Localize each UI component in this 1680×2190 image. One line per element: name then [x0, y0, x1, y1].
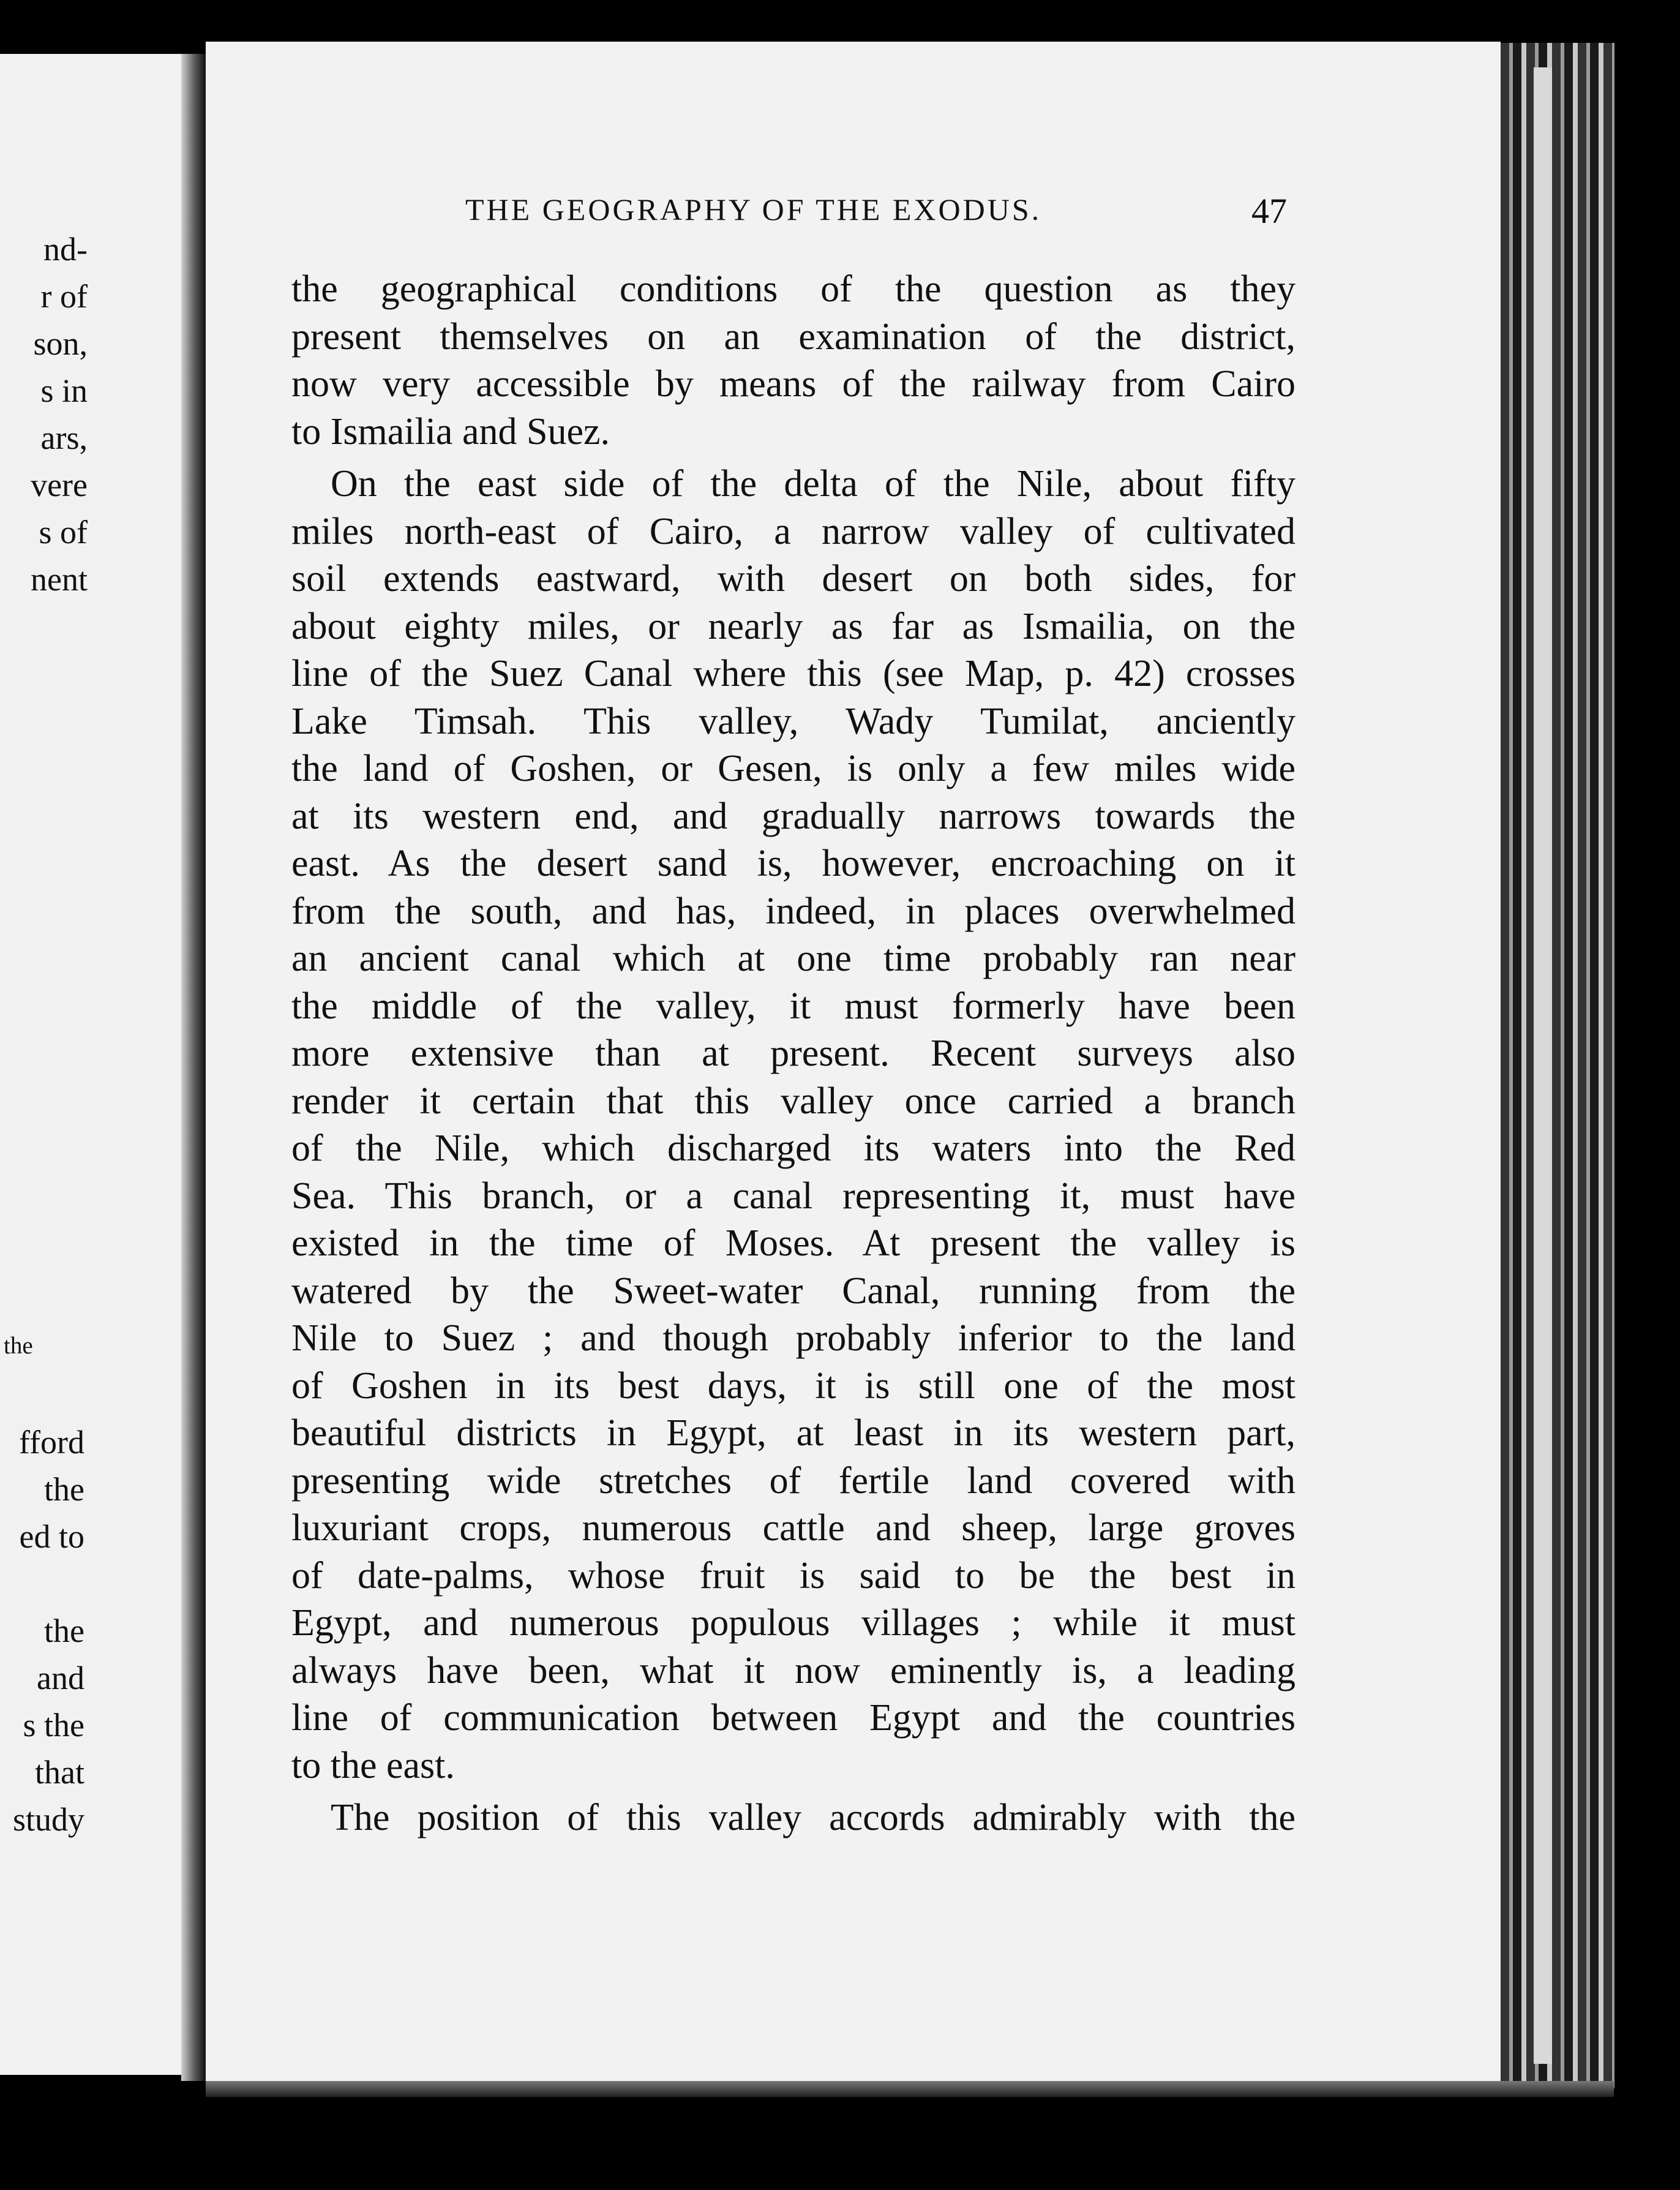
text-line: existed in the time of Moses. At present the valley is: [291, 1222, 1296, 1264]
facing-page-left: [0, 54, 195, 2075]
text-line: more extensive than at present. Recent surveys also: [291, 1033, 1296, 1074]
text-line: render it certain that this valley once carried a branch: [291, 1080, 1296, 1122]
text-line: miles north-east of Cairo, a narrow valley of cultivated: [291, 510, 1296, 552]
text-line: of the Nile, which discharged its waters into the Red: [291, 1127, 1296, 1169]
text-line: of Goshen in its best days, it is still one of the most: [291, 1364, 1296, 1407]
text-line: Sea. This branch, or a canal representing it, must have: [291, 1175, 1296, 1217]
text-line: line of the Suez Canal where this (see Map, p. 42) crosses: [291, 653, 1296, 694]
text-line: always have been, what it now eminently is, a leading: [291, 1649, 1296, 1691]
facing-page-fragment: s of: [39, 514, 88, 551]
text-line: The position of this valley accords admirably with the: [331, 1797, 1296, 1838]
facing-page-fragment: nd-: [43, 231, 88, 268]
text-line: line of communication between Egypt and the countries: [291, 1697, 1296, 1739]
text-line: to Ismailia and Suez.: [291, 410, 610, 453]
facing-page-fragment: ed to: [19, 1518, 84, 1555]
facing-page-fragment: ars,: [40, 420, 88, 456]
page-number: 47: [1251, 191, 1287, 231]
body-text: [291, 266, 1296, 1842]
facing-page-fragment: s the: [23, 1707, 84, 1744]
text-line: of date-palms, whose fruit is said to be the best in: [291, 1554, 1296, 1597]
book-gutter: [181, 54, 206, 2081]
facing-page-fragment: and: [37, 1660, 84, 1696]
text-line: On the east side of the delta of the Nile, about fifty: [331, 463, 1296, 505]
facing-page-fragment: son,: [33, 325, 88, 362]
facing-page-fragment: s in: [40, 372, 88, 409]
text-line: about eighty miles, or nearly as far as Ismailia, on the: [291, 605, 1296, 647]
text-line: present themselves on an examination of the district,: [291, 315, 1296, 358]
text-line: the middle of the valley, it must formerly have been: [291, 985, 1296, 1027]
text-line: from the south, and has, indeed, in places overwhelmed: [291, 890, 1296, 932]
facing-page-fragment: vere: [31, 467, 88, 503]
text-line: luxuriant crops, numerous cattle and sheep, large groves: [291, 1507, 1296, 1549]
page-bottom-shadow: [206, 2081, 1614, 2097]
text-line: watered by the Sweet-water Canal, running from the: [291, 1270, 1296, 1312]
page-edges: [1501, 43, 1614, 2088]
text-line: to the east.: [291, 1744, 455, 1786]
text-line: Egypt, and numerous populous villages ; while it must: [291, 1602, 1296, 1644]
facing-page-fragment: r of: [40, 278, 88, 315]
text-line: soil extends eastward, with desert on both sides, for: [291, 558, 1296, 600]
text-line: the geographical conditions of the question as they: [291, 268, 1296, 310]
facing-page-fragment: the: [44, 1471, 84, 1508]
facing-page-fragment: that: [35, 1754, 84, 1791]
facing-page-fragment: the: [44, 1612, 84, 1649]
facing-page-fragment: fford: [19, 1424, 84, 1461]
text-line: beautiful districts in Egypt, at least in its western part,: [291, 1412, 1296, 1454]
text-line: at its western end, and gradually narrows towards the: [291, 795, 1296, 837]
text-line: now very accessible by means of the railway from Cairo: [291, 363, 1296, 405]
text-line: east. As the desert sand is, however, encroaching on it: [291, 843, 1296, 884]
text-line: presenting wide stretches of fertile land covered with: [291, 1459, 1296, 1502]
text-line: Lake Timsah. This valley, Wady Tumilat, anciently: [291, 700, 1296, 742]
facing-page-fragment: nent: [31, 561, 88, 598]
text-line: Nile to Suez ; and though probably inferior to the land: [291, 1317, 1296, 1359]
facing-page-fragment: study: [12, 1801, 84, 1838]
text-line: an ancient canal which at one time probably ran near: [291, 938, 1296, 979]
text-line: the land of Goshen, or Gesen, is only a few miles wide: [291, 748, 1296, 789]
running-head: THE GEOGRAPHY OF THE EXODUS.: [465, 192, 1042, 227]
facing-page-footnote-fragment: the: [4, 1333, 33, 1359]
